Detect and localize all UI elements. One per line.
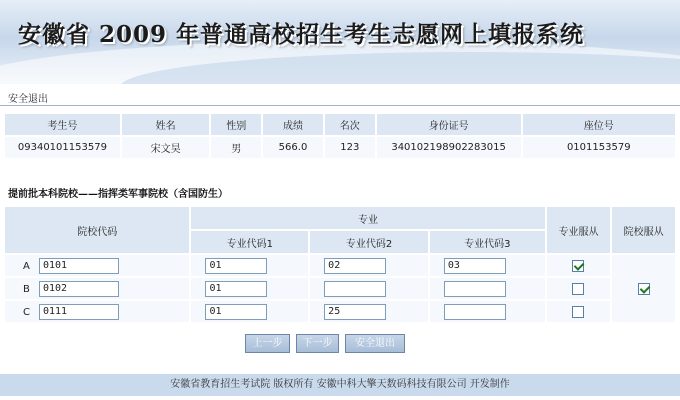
major-code-2-input-c[interactable]: 25 — [324, 304, 386, 320]
value-id-number: 340102198902283015 — [376, 136, 522, 159]
major-obey-cell-a — [546, 254, 612, 277]
major-obey-cell-b — [546, 277, 612, 300]
major-code-2-input-b[interactable] — [324, 281, 386, 297]
header-major-code-2: 专业代码2 — [309, 230, 429, 254]
major1-cell-a — [190, 254, 309, 277]
student-info-value-row — [4, 136, 676, 159]
header-major: 专业 — [190, 206, 545, 230]
header-score: 成绩 — [262, 113, 324, 136]
choice-row-a — [4, 254, 676, 277]
footer-copyright: 安徽省教育招生考试院 版权所有 安徽中科大擎天数码科技有限公司 开发制作 — [0, 374, 680, 396]
major2-cell-a — [309, 254, 429, 277]
choice-letter: B — [23, 283, 30, 295]
safe-logout-button[interactable]: 安全退出 — [345, 334, 405, 353]
prev-step-button[interactable]: 上一步 — [245, 334, 290, 353]
choice-letter: A — [23, 260, 30, 272]
major-code-3-input-c[interactable] — [444, 304, 506, 320]
next-step-button[interactable]: 下一步 — [296, 334, 339, 353]
college-cell-a — [4, 254, 190, 277]
header-exam-number: 考生号 — [4, 113, 121, 136]
student-info-header-row — [4, 113, 676, 136]
header-banner — [0, 0, 680, 84]
header-college-obey: 院校服从 — [611, 206, 676, 254]
major-obey-checkbox-a[interactable] — [572, 260, 584, 272]
value-rank: 123 — [324, 136, 376, 159]
choice-row-b — [4, 277, 676, 300]
major1-cell-b — [190, 277, 309, 300]
action-buttons — [245, 334, 411, 353]
college-obey-checkbox[interactable] — [638, 283, 650, 295]
header-college-code: 院校代码 — [4, 206, 190, 254]
major-obey-checkbox-c[interactable] — [572, 306, 584, 318]
value-name: 宋文昊 — [121, 136, 211, 159]
choice-letter: C — [23, 306, 30, 318]
major-code-1-input-b[interactable]: 01 — [205, 281, 267, 297]
value-seat-number: 0101153579 — [522, 136, 677, 159]
header-gender: 性别 — [210, 113, 262, 136]
batch-section-title: 提前批本科院校——指挥类军事院校（含国防生） — [8, 189, 228, 200]
major3-cell-b — [429, 277, 546, 300]
header-id-number: 身份证号 — [376, 113, 522, 136]
value-score: 566.0 — [262, 136, 324, 159]
major-code-3-input-a[interactable]: 03 — [444, 258, 506, 274]
college-code-input-c[interactable]: 0111 — [39, 304, 119, 320]
major2-cell-c — [309, 300, 429, 323]
header-major-obey: 专业服从 — [546, 206, 612, 254]
college-cell-b — [4, 277, 190, 300]
value-gender: 男 — [210, 136, 262, 159]
page-title: 安徽省 2009 年普通高校招生考生志愿网上填报系统 — [18, 21, 585, 48]
major2-cell-b — [309, 277, 429, 300]
major-obey-cell-c — [546, 300, 612, 323]
college-code-input-a[interactable]: 0101 — [39, 258, 119, 274]
college-obey-cell — [611, 254, 676, 323]
major-code-1-input-a[interactable]: 01 — [205, 258, 267, 274]
major-code-3-input-b[interactable] — [444, 281, 506, 297]
header-seat-number: 座位号 — [522, 113, 677, 136]
major-code-2-input-a[interactable]: 02 — [324, 258, 386, 274]
major3-cell-a — [429, 254, 546, 277]
college-code-input-b[interactable]: 0102 — [39, 281, 119, 297]
student-info-table — [3, 112, 677, 160]
header-major-code-1: 专业代码1 — [190, 230, 309, 254]
logout-link[interactable]: 安全退出 — [8, 94, 48, 105]
header-name: 姓名 — [121, 113, 211, 136]
choice-header-row-1 — [4, 206, 676, 230]
college-cell-c — [4, 300, 190, 323]
major-obey-checkbox-b[interactable] — [572, 283, 584, 295]
major1-cell-c — [190, 300, 309, 323]
choice-table — [3, 205, 677, 324]
header-rank: 名次 — [324, 113, 376, 136]
choice-row-c — [4, 300, 676, 323]
top-nav-bar — [0, 86, 680, 106]
value-exam-number: 09340101153579 — [4, 136, 121, 159]
major-code-1-input-c[interactable]: 01 — [205, 304, 267, 320]
major3-cell-c — [429, 300, 546, 323]
header-major-code-3: 专业代码3 — [429, 230, 546, 254]
